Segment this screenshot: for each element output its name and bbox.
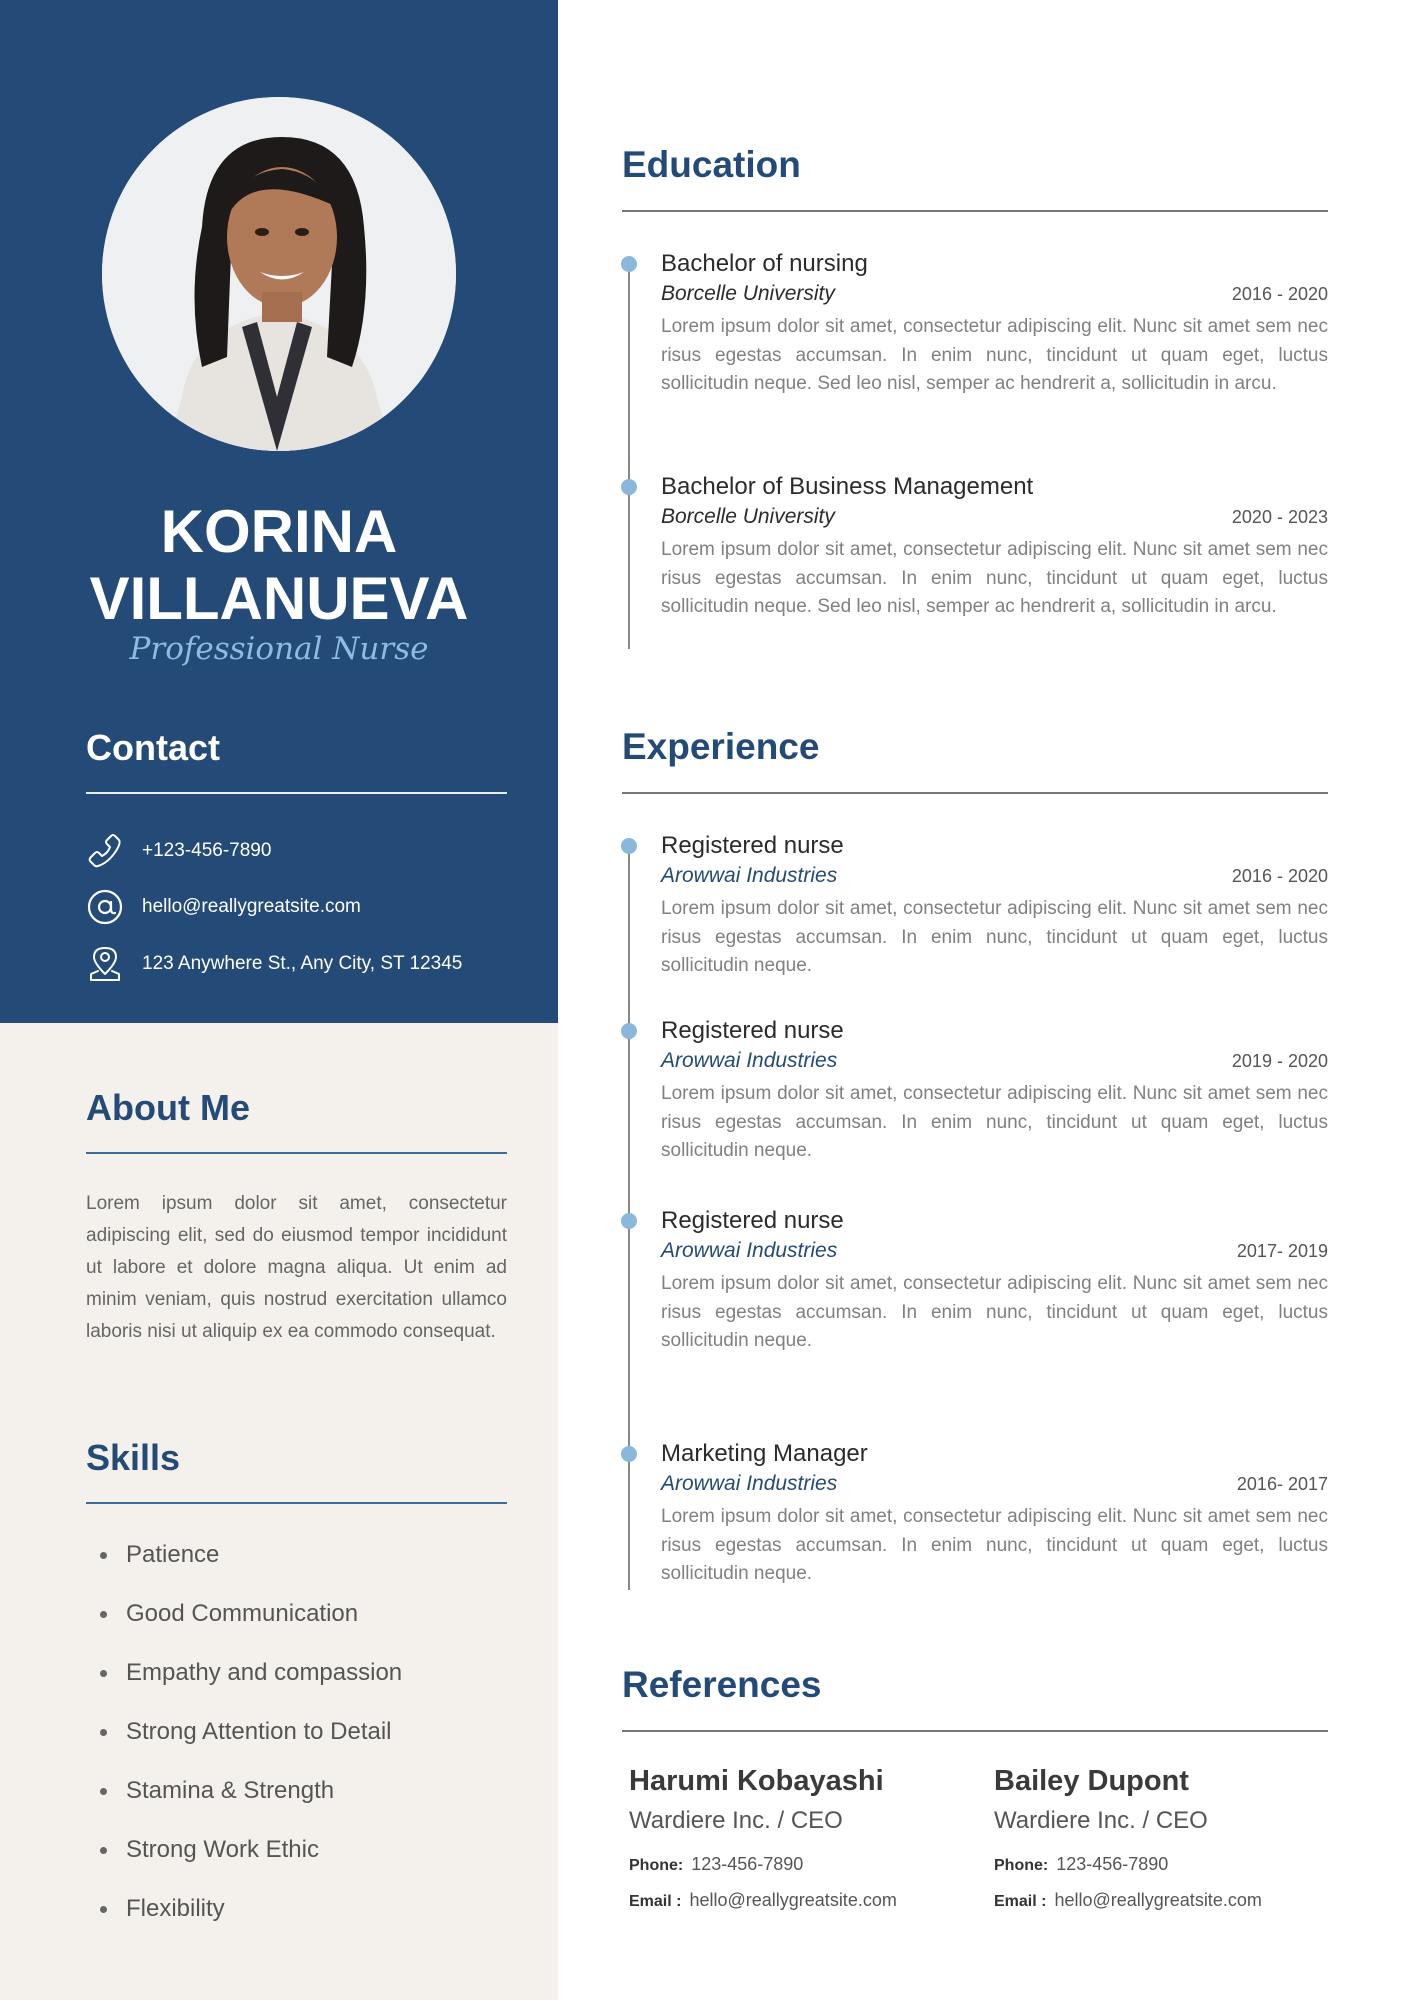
reference-name: Bailey Dupont <box>994 1765 1189 1797</box>
phone-label: Phone: <box>994 1857 1049 1874</box>
contact-phone-text: +123-456-7890 <box>142 840 272 861</box>
timeline-dot <box>621 256 637 272</box>
reference-name: Harumi Kobayashi <box>629 1765 884 1797</box>
entry-years: 2016 - 2020 <box>1231 866 1328 886</box>
skill-item: Strong Work Ethic <box>86 1829 526 1888</box>
phone-label: Phone: <box>629 1857 684 1874</box>
education-heading: Education <box>622 144 801 185</box>
profile-photo-illustration <box>102 97 456 451</box>
experience-entry <box>661 1016 1328 1166</box>
skill-item: Patience <box>86 1534 526 1593</box>
skill-item: Stamina & Strength <box>86 1770 526 1829</box>
education-divider <box>622 210 1328 212</box>
skills-heading: Skills <box>86 1437 181 1478</box>
entry-organization: Arowwai Industries <box>661 1472 838 1495</box>
at-sign-icon <box>86 888 124 926</box>
about-heading: About Me <box>86 1087 250 1128</box>
entry-description: Lorem ipsum dolor sit amet, consectetur adipiscing elit. Nunc sit amet sem nec risus egestas accumsan. In enim nunc, tincidunt ut quam eget, luctus sollicitudin neque. <box>661 1273 1328 1351</box>
entry-title: Registered nurse <box>661 1017 844 1044</box>
entry-description: Lorem ipsum dolor sit amet, consectetur adipiscing elit. Nunc sit amet sem nec risus egestas accumsan. In enim nunc, tincidunt ut quam eget, luctus sollicitudin neque. <box>661 898 1328 976</box>
phone-value: 123-456-7890 <box>691 1854 804 1874</box>
about-divider <box>86 1152 507 1154</box>
email-value: hello@reallygreatsite.com <box>689 1890 897 1910</box>
reference-card <box>994 1761 1334 1919</box>
first-name: KORINA <box>160 498 398 565</box>
entry-years: 2016- 2017 <box>1236 1474 1328 1494</box>
email-value: hello@reallygreatsite.com <box>1054 1890 1262 1910</box>
skill-item: Flexibility <box>86 1888 526 1947</box>
entry-organization: Arowwai Industries <box>661 1239 838 1262</box>
timeline-dot <box>621 1023 637 1039</box>
contact-heading: Contact <box>86 727 220 768</box>
entry-organization: Arowwai Industries <box>661 1049 838 1072</box>
reference-phone <box>629 1847 969 1883</box>
email-label: Email : <box>629 1893 682 1910</box>
entry-years: 2019 - 2020 <box>1231 1051 1328 1071</box>
entry-title: Registered nurse <box>661 832 844 859</box>
skill-item: Strong Attention to Detail <box>86 1711 526 1770</box>
reference-job: Wardiere Inc. / CEO <box>629 1807 843 1834</box>
entry-years: 2020 - 2023 <box>1231 507 1328 527</box>
experience-entry <box>661 1439 1328 1589</box>
contact-phone <box>86 831 271 871</box>
email-label: Email : <box>994 1893 1047 1910</box>
entry-title: Bachelor of nursing <box>661 250 868 277</box>
location-pin-icon <box>86 945 124 983</box>
entry-description: Lorem ipsum dolor sit amet, consectetur adipiscing elit. Nunc sit amet sem nec risus egestas accumsan. In enim nunc, tincidunt ut quam eget, luctus sollicitudin neque. <box>661 1083 1328 1161</box>
entry-title: Bachelor of Business Management <box>661 473 1034 500</box>
entry-description: Lorem ipsum dolor sit amet, consectetur adipiscing elit. Nunc sit amet sem nec risus egestas accumsan. In enim nunc, tincidunt ut quam eget, luctus sollicitudin neque. Sed leo nisl, semper ac hendrerit a, sollicitudin in arcu. <box>661 316 1328 394</box>
job-title: Professional Nurse <box>129 631 429 667</box>
entry-title: Marketing Manager <box>661 1440 868 1467</box>
reference-job: Wardiere Inc. / CEO <box>994 1807 1208 1834</box>
profile-photo <box>102 97 456 451</box>
reference-email <box>994 1883 1334 1919</box>
about-paragraph: Lorem ipsum dolor sit amet, consectetur adipiscing elit, sed do eiusmod tempor incididunt ut labore et dolore magna aliqua. Ut enim ad minim veniam, quis nostrud exercitation ullamco laboris nisi ut aliquip ex ea commodo consequat. <box>86 1193 507 1342</box>
reference-card <box>629 1761 969 1919</box>
experience-divider <box>622 792 1328 794</box>
contact-divider <box>86 792 507 794</box>
entry-organization: Borcelle University <box>661 505 835 528</box>
entry-organization: Arowwai Industries <box>661 864 838 887</box>
experience-entry <box>661 831 1328 981</box>
references-heading: References <box>622 1664 822 1705</box>
education-entry <box>661 472 1328 622</box>
skill-item: Empathy and compassion <box>86 1652 526 1711</box>
entry-title: Registered nurse <box>661 1207 844 1234</box>
timeline-dot <box>621 1213 637 1229</box>
skills-divider <box>86 1502 507 1504</box>
references-divider <box>622 1730 1328 1732</box>
entry-description: Lorem ipsum dolor sit amet, consectetur adipiscing elit. Nunc sit amet sem nec risus egestas accumsan. In enim nunc, tincidunt ut quam eget, luctus sollicitudin neque. <box>661 1506 1328 1584</box>
education-timeline <box>628 263 630 649</box>
entry-years: 2016 - 2020 <box>1231 284 1328 304</box>
timeline-dot <box>621 1446 637 1462</box>
education-entry <box>661 249 1328 399</box>
timeline-dot <box>621 838 637 854</box>
experience-entry <box>661 1206 1328 1356</box>
entry-years: 2017- 2019 <box>1236 1241 1328 1261</box>
entry-description: Lorem ipsum dolor sit amet, consectetur adipiscing elit. Nunc sit amet sem nec risus egestas accumsan. In enim nunc, tincidunt ut quam eget, luctus sollicitudin neque. Sed leo nisl, semper ac hendrerit a, sollicitudin in arcu. <box>661 539 1328 617</box>
contact-address-text: 123 Anywhere St., Any City, ST 12345 <box>142 953 463 974</box>
contact-address <box>86 944 462 984</box>
last-name: VILLANUEVA <box>89 565 469 632</box>
experience-heading: Experience <box>622 726 820 767</box>
contact-email-text: hello@reallygreatsite.com <box>142 896 361 917</box>
phone-icon <box>86 832 124 870</box>
skills-list <box>86 1534 526 1947</box>
reference-phone <box>994 1847 1334 1883</box>
phone-value: 123-456-7890 <box>1056 1854 1169 1874</box>
timeline-dot <box>621 479 637 495</box>
reference-email <box>629 1883 969 1919</box>
contact-email <box>86 887 361 927</box>
entry-organization: Borcelle University <box>661 282 835 305</box>
skill-item: Good Communication <box>86 1593 526 1652</box>
